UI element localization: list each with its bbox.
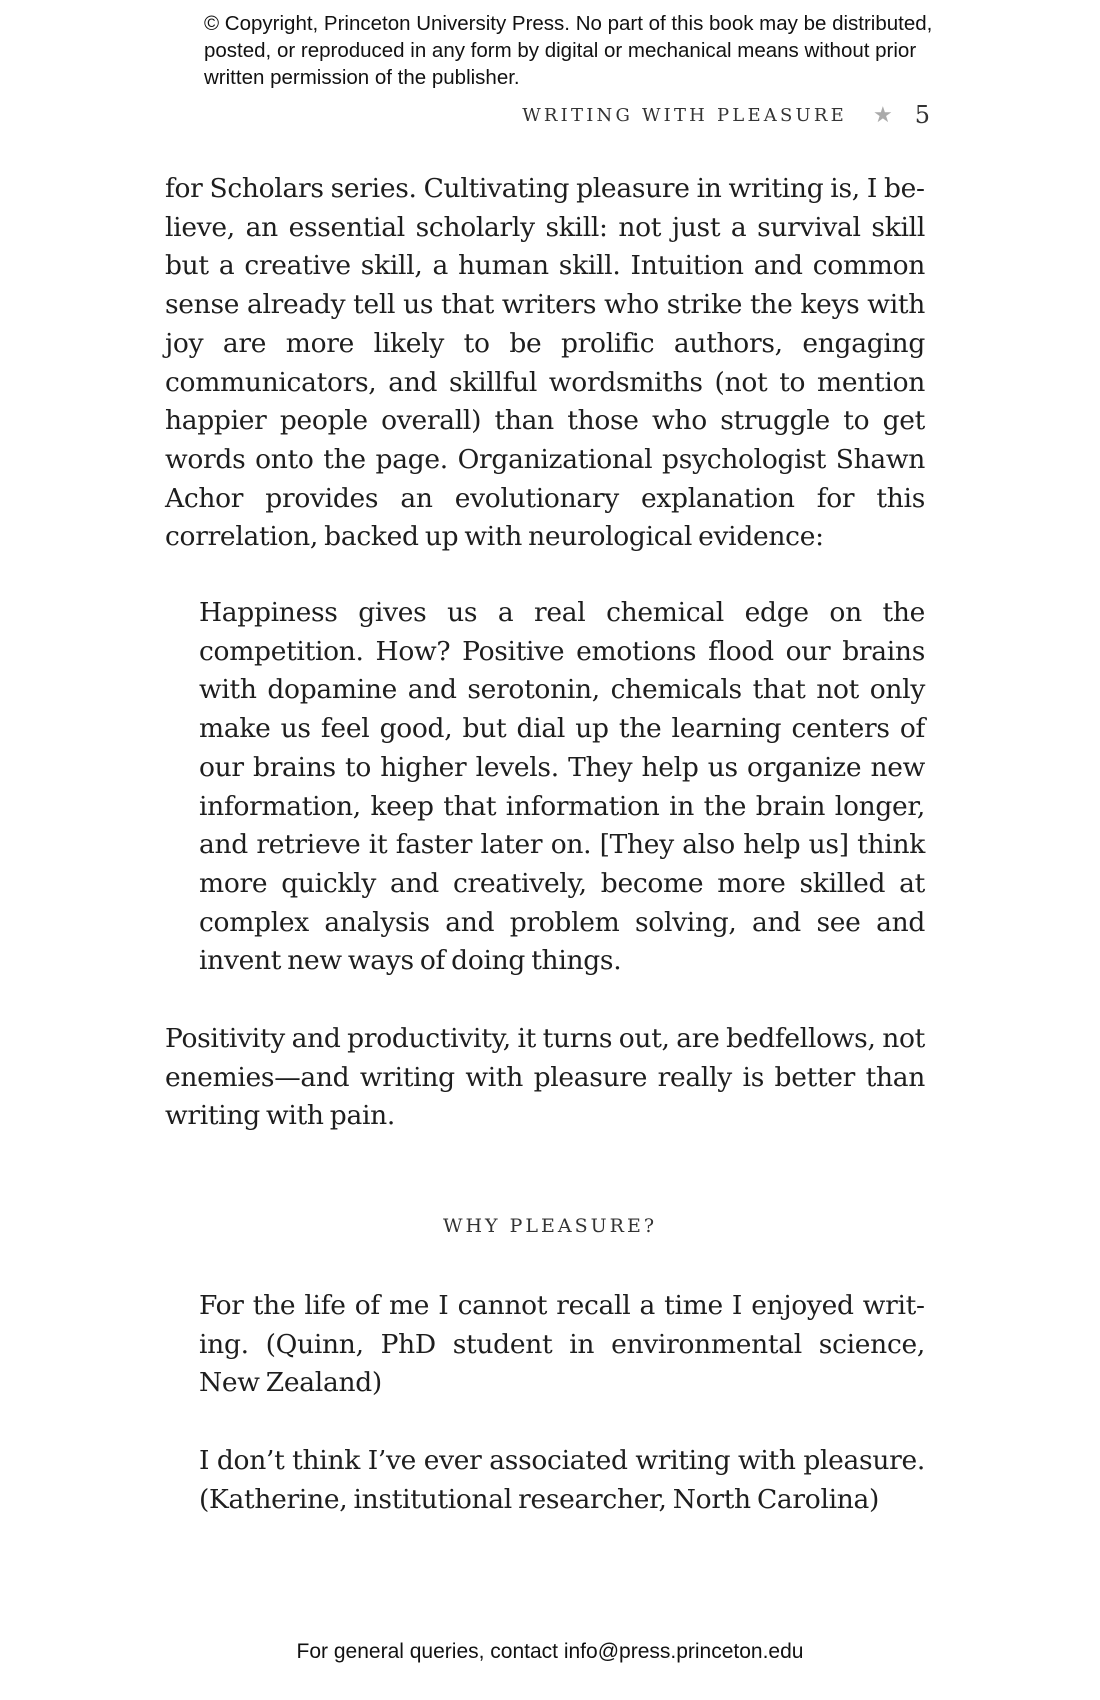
- running-head-title: WRITING WITH PLEASURE: [522, 104, 847, 126]
- page-number: 5: [914, 101, 930, 129]
- block-quote-quinn: For the life of me I cannot recall a time I enjoyed writing. (Quinn, PhD student in environmental science, New Zealand): [199, 1290, 925, 1399]
- block-quote-katherine: I don’t think I’ve ever associated writing with pleasure. (Katherine, institutional researcher, North Carolina): [199, 1445, 925, 1515]
- body-paragraph-1: for Scholars series. Cultivating pleasure in writing is, I believe, an essential scholarly skill: not just a survival skill but a creative skill, a human skill. Intuition and common sense already tell us that writers who strike the keys with joy are more likely to be prolific authors, engaging communicators, and skillful wordsmiths (not to mention happier people overall) than those who struggle to get words onto the page. Organizational psychologist Shawn Achor provides an evolutionary explanation for this correlation, backed up with neurological evidence:: [165, 173, 925, 553]
- block-quote-achor: Happiness gives us a real chemical edge on the competition. How? Positive emotions flood our brains with dopamine and serotonin, chemicals that not only make us feel good, but dial up the learning centers of our brains to higher levels. They help us organize new information, keep that information in the brain longer, and retrieve it faster later on. [They also help us] think more quickly and creatively, become more skilled at complex analysis and problem solving, and see and invent new ways of doing things.: [199, 597, 925, 977]
- section-heading: WHY PLEASURE?: [442, 1215, 658, 1237]
- running-head: [0, 98, 930, 132]
- body-paragraph-2: Positivity and productivity, it turns out, are bedfellows, not enemies—and writing with pleasure really is better than writing with pain.: [165, 1023, 925, 1132]
- copyright-notice: © Copyright, Princeton University Press. No part of this book may be distributed, posted, or reproduced in any form by digital or mechanical means without prior written permission of the publisher.: [204, 12, 933, 89]
- star-icon: ★: [872, 102, 893, 128]
- footer-contact: For general queries, contact info@press.princeton.edu: [296, 1640, 804, 1663]
